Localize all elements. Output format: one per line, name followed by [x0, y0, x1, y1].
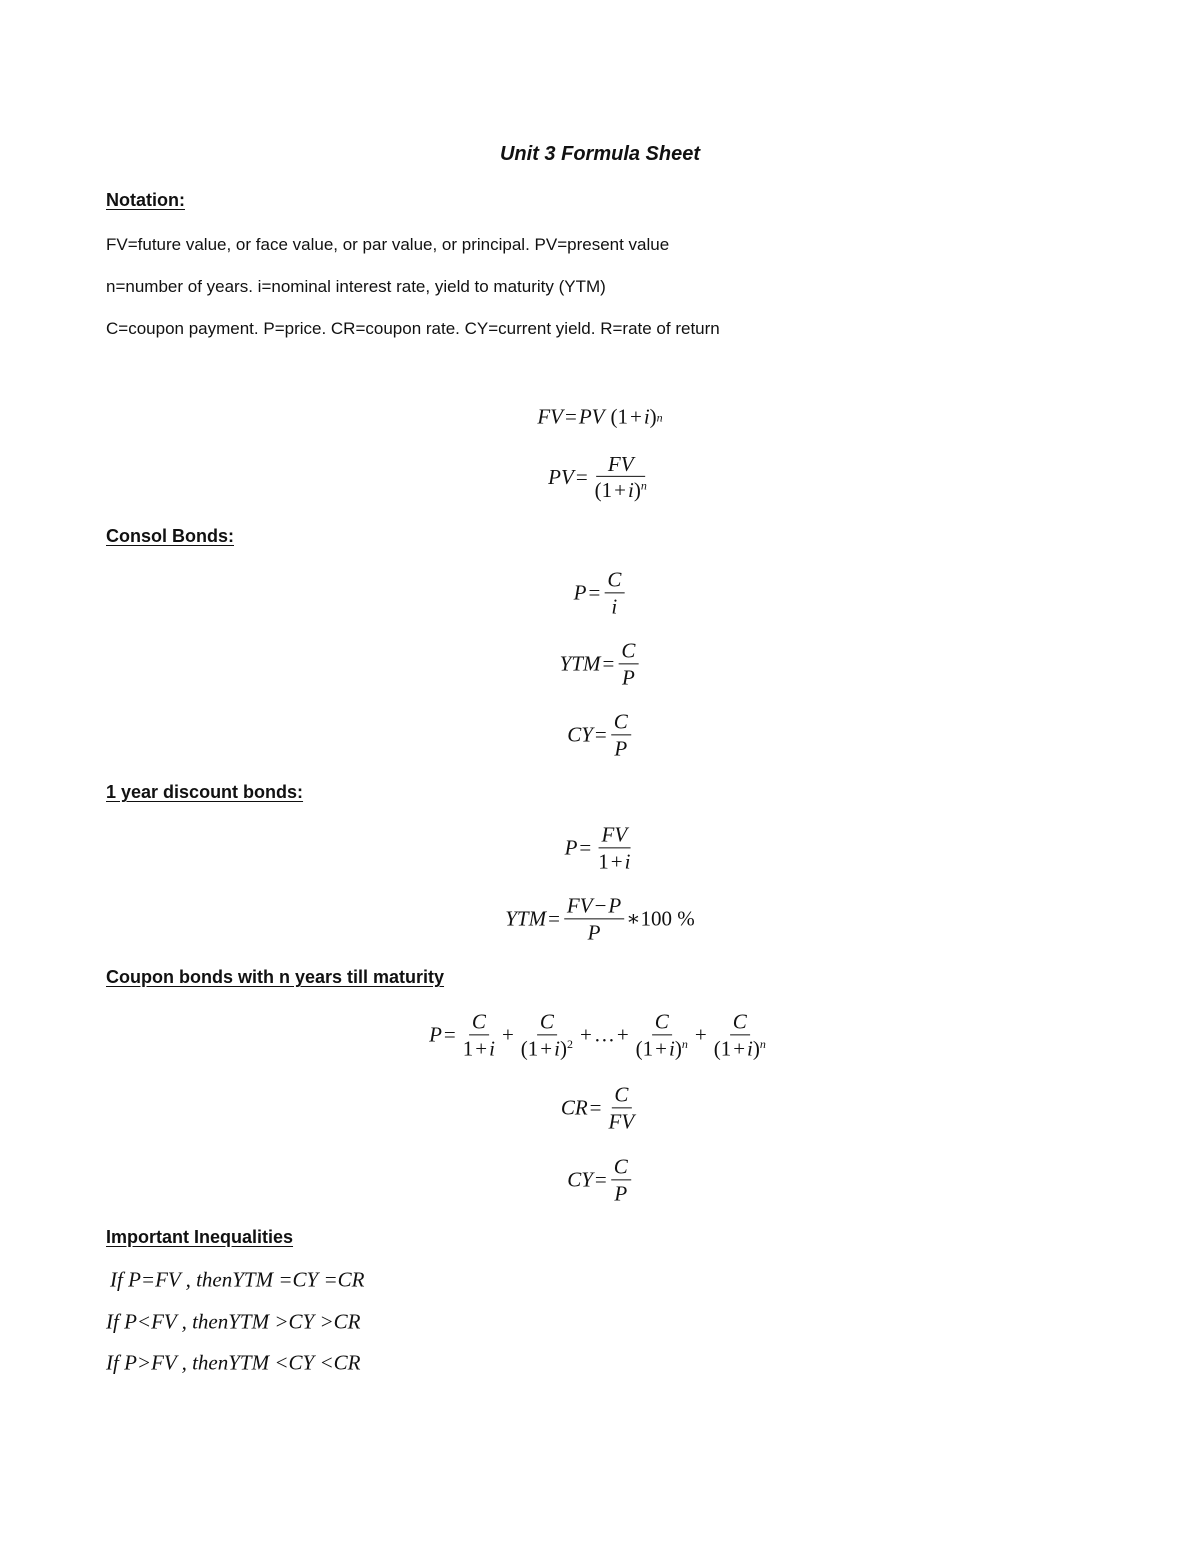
formula-coupon-current-yield: CY = $\frac{C}{P}$ — [567, 1154, 633, 1205]
fraction: $\frac{C}{i}$ — [604, 567, 624, 618]
formula-coupon-price: P = $\frac{C}{1+i}$ + $\frac{C}{(1+i)^2}$ + … + $\frac{C}{(1+i)^n}$ + $\frac{C}{(1+i)^n}$ — [429, 1009, 771, 1060]
formula-consol-price: P = $\frac{C}{i}$ — [574, 567, 627, 618]
fraction: $\frac{FV}{1+i}$ — [598, 822, 631, 874]
inequality-equal: If P=FV , thenYTM =CY =CR — [110, 1267, 365, 1292]
notation-line-1: FV=future value, or face value, or par value, or principal. PV=present value — [106, 235, 670, 254]
fraction: $\frac{C}{(1+i)^2}$ — [520, 1009, 573, 1061]
coupon-bonds-heading: Coupon bonds with n years till maturity — [106, 967, 445, 987]
inequality-premium: If P>FV , thenYTM <CY <CR — [106, 1350, 361, 1375]
formula-consol-ytm: YTM = $\frac{C}{P}$ — [560, 638, 641, 689]
page-title: Unit 3 Formula Sheet — [499, 143, 701, 165]
fraction: $\frac{C}{P}$ — [611, 709, 631, 760]
fraction: $\frac{C}{(1+i)^n}$ — [635, 1009, 688, 1061]
fraction: $\frac{C}{FV}$ — [608, 1082, 635, 1134]
discount-bonds-heading: 1 year discount bonds: — [106, 782, 304, 802]
formula-future-value: FV = PV ( 1 + i ) n — [537, 404, 663, 429]
consol-bonds-heading: Consol Bonds: — [106, 526, 234, 546]
formula-present-value: PV = $\frac{FV}{(1+i)^n}$ — [548, 452, 652, 502]
inequality-discount: If P<FV , thenYTM >CY >CR — [106, 1309, 361, 1334]
inequalities-heading: Important Inequalities — [106, 1227, 294, 1247]
fraction: $\frac{C}{1+i}$ — [462, 1009, 495, 1061]
formula-coupon-rate: CR = $\frac{C}{FV}$ — [561, 1082, 639, 1133]
notation-heading: Notation: — [106, 190, 185, 210]
formula-discount-ytm: YTM = $\frac{FV-P}{P}$ ∗100 % — [505, 893, 695, 945]
fraction: $\frac{C}{P}$ — [618, 638, 638, 689]
fraction: $\frac{FV}{(1+i)^n}$ — [594, 451, 647, 502]
fraction: $\frac{C}{(1+i)^n}$ — [713, 1009, 766, 1061]
formula-consol-current-yield: CY = $\frac{C}{P}$ — [567, 709, 633, 760]
fraction: $\frac{FV-P}{P}$ — [564, 893, 624, 944]
formula-discount-price: P = $\frac{FV}{1+i}$ — [565, 822, 636, 873]
notation-line-2: n=number of years. i=nominal interest rate, yield to maturity (YTM) — [106, 277, 606, 296]
notation-line-3: C=coupon payment. P=price. CR=coupon rate. CY=current yield. R=rate of return — [106, 319, 720, 338]
fraction: $\frac{C}{P}$ — [611, 1154, 631, 1205]
